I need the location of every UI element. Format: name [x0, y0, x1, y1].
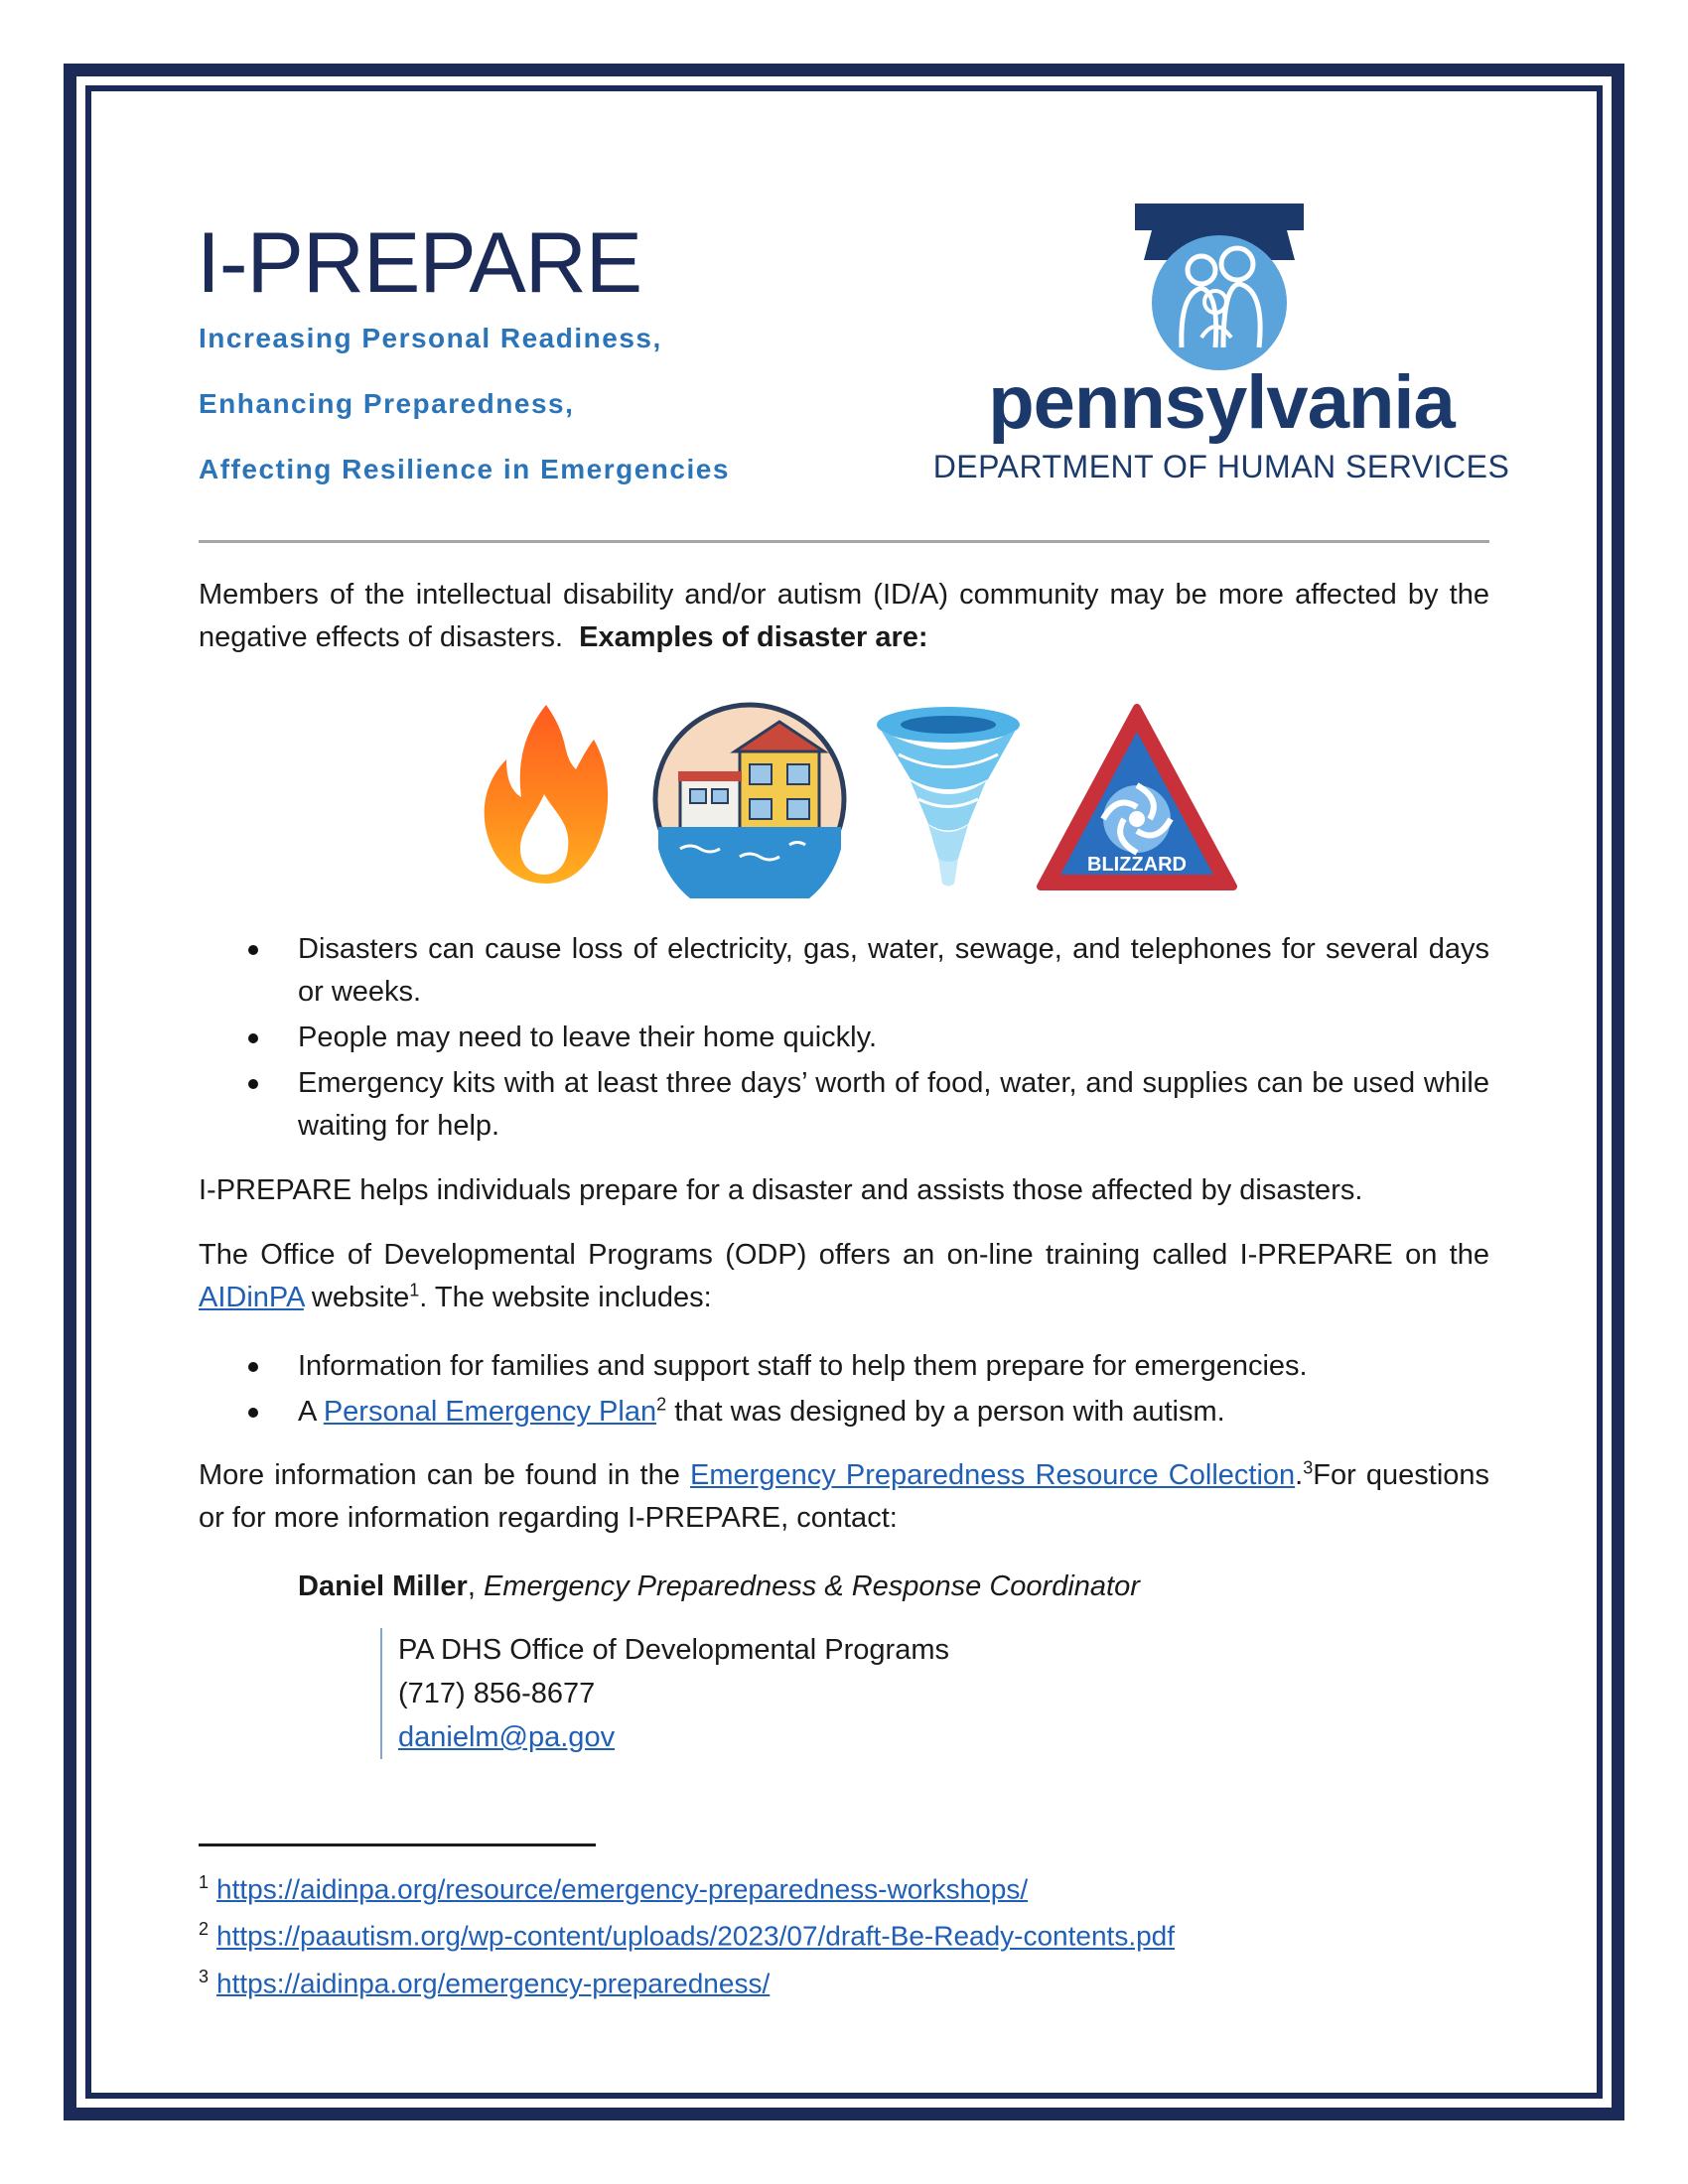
intro-bold: Examples of disaster are: — [579, 621, 928, 653]
keystone-family-logo-icon — [1120, 199, 1319, 372]
blizzard-icon — [1033, 700, 1241, 898]
logo-department: DEPARTMENT OF HUMAN SERVICES — [932, 449, 1510, 484]
disaster-effects-list — [199, 928, 1489, 1151]
contact-role: Emergency Preparedness & Response Coordinator — [483, 1570, 1140, 1602]
website-includes-list — [199, 1345, 1489, 1436]
footnote-1-link[interactable]: https://aidinpa.org/resource/emergency-preparedness-workshops/ — [216, 1873, 1029, 1905]
contact-email-link[interactable]: danielm@pa.gov — [398, 1721, 616, 1753]
list-item: A Personal Emergency Plan$^2$ that was designed by a person with autism. — [199, 1391, 1489, 1433]
footnote-2: $^2$ https://paautism.org/wp-content/uploads/2023/07/draft-Be-Ready-contents.pdf — [199, 1919, 1176, 1952]
list-item: Emergency kits with at least three days’ worth of food, water, and supplies can be used while waiting for help. — [199, 1062, 1489, 1148]
contact-person: Daniel Miller, Emergency Preparedness & Response Coordinator — [298, 1570, 1140, 1602]
personal-emergency-plan-link[interactable]: Personal Emergency Plan — [323, 1396, 657, 1428]
contact-details — [380, 1628, 949, 1759]
intro-text: Members of the intellectual disability and/or autism (ID/A) community may be more affected by the negative effects of disasters. — [199, 579, 1489, 653]
resource-collection-link[interactable]: Emergency Preparedness Resource Collection — [690, 1459, 1296, 1491]
fire-icon — [477, 700, 616, 888]
footnote-3: $^3$ https://aidinpa.org/emergency-preparedness/ — [199, 1966, 771, 1998]
footnote-divider — [199, 1843, 596, 1846]
footnote-3-link[interactable]: https://aidinpa.org/emergency-preparedness/ — [216, 1967, 771, 1998]
list-item: Disasters can cause loss of electricity, gas, water, sewage, and telephones for several days or weeks. — [199, 928, 1489, 1014]
paragraph-odp: The Office of Developmental Programs (ODP) offers an on-line training called I-PREPARE on the AIDinPA website$^1$. The website includes: — [199, 1239, 1489, 1313]
intro-paragraph — [199, 574, 1489, 659]
aidinpa-link[interactable]: AIDinPA — [199, 1282, 304, 1313]
logo-wordmark: pennsylvania — [988, 360, 1455, 445]
footnotes — [199, 1862, 1175, 2003]
tagline-1: Increasing Personal Readiness, — [199, 323, 662, 353]
blizzard-label: BLIZZARD — [1087, 854, 1187, 876]
paragraph-more-info: More information can be found in the Emergency Preparedness Resource Collection.$^3$For questions or for more information regarding I-PREPARE, contact: — [199, 1457, 1490, 1534]
contact-name: Daniel Miller — [298, 1570, 468, 1602]
contact-office: PA DHS Office of Developmental Programs — [398, 1634, 949, 1666]
footnote-2-link[interactable]: https://paautism.org/wp-content/uploads/2023/07/draft-Be-Ready-contents.pdf — [216, 1920, 1176, 1952]
page-title: I-PREPARE — [197, 215, 642, 311]
tornado-icon — [869, 700, 1028, 898]
header-divider — [199, 540, 1489, 543]
tagline-2: Enhancing Preparedness, — [199, 388, 575, 419]
list-item: Information for families and support staff to help them prepare for emergencies. — [199, 1345, 1489, 1388]
flood-icon — [650, 700, 849, 898]
tagline-3: Affecting Resilience in Emergencies — [199, 454, 730, 484]
footnote-1: $^1$ https://aidinpa.org/resource/emergency-preparedness-workshops/ — [199, 1872, 1029, 1905]
list-item: People may need to leave their home quickly. — [199, 1017, 1489, 1059]
disaster-icons — [477, 700, 1251, 908]
paragraph-helps: I-PREPARE helps individuals prepare for a disaster and assists those affected by disasters. — [199, 1174, 1363, 1206]
contact-phone: (717) 856-8677 — [398, 1678, 596, 1709]
